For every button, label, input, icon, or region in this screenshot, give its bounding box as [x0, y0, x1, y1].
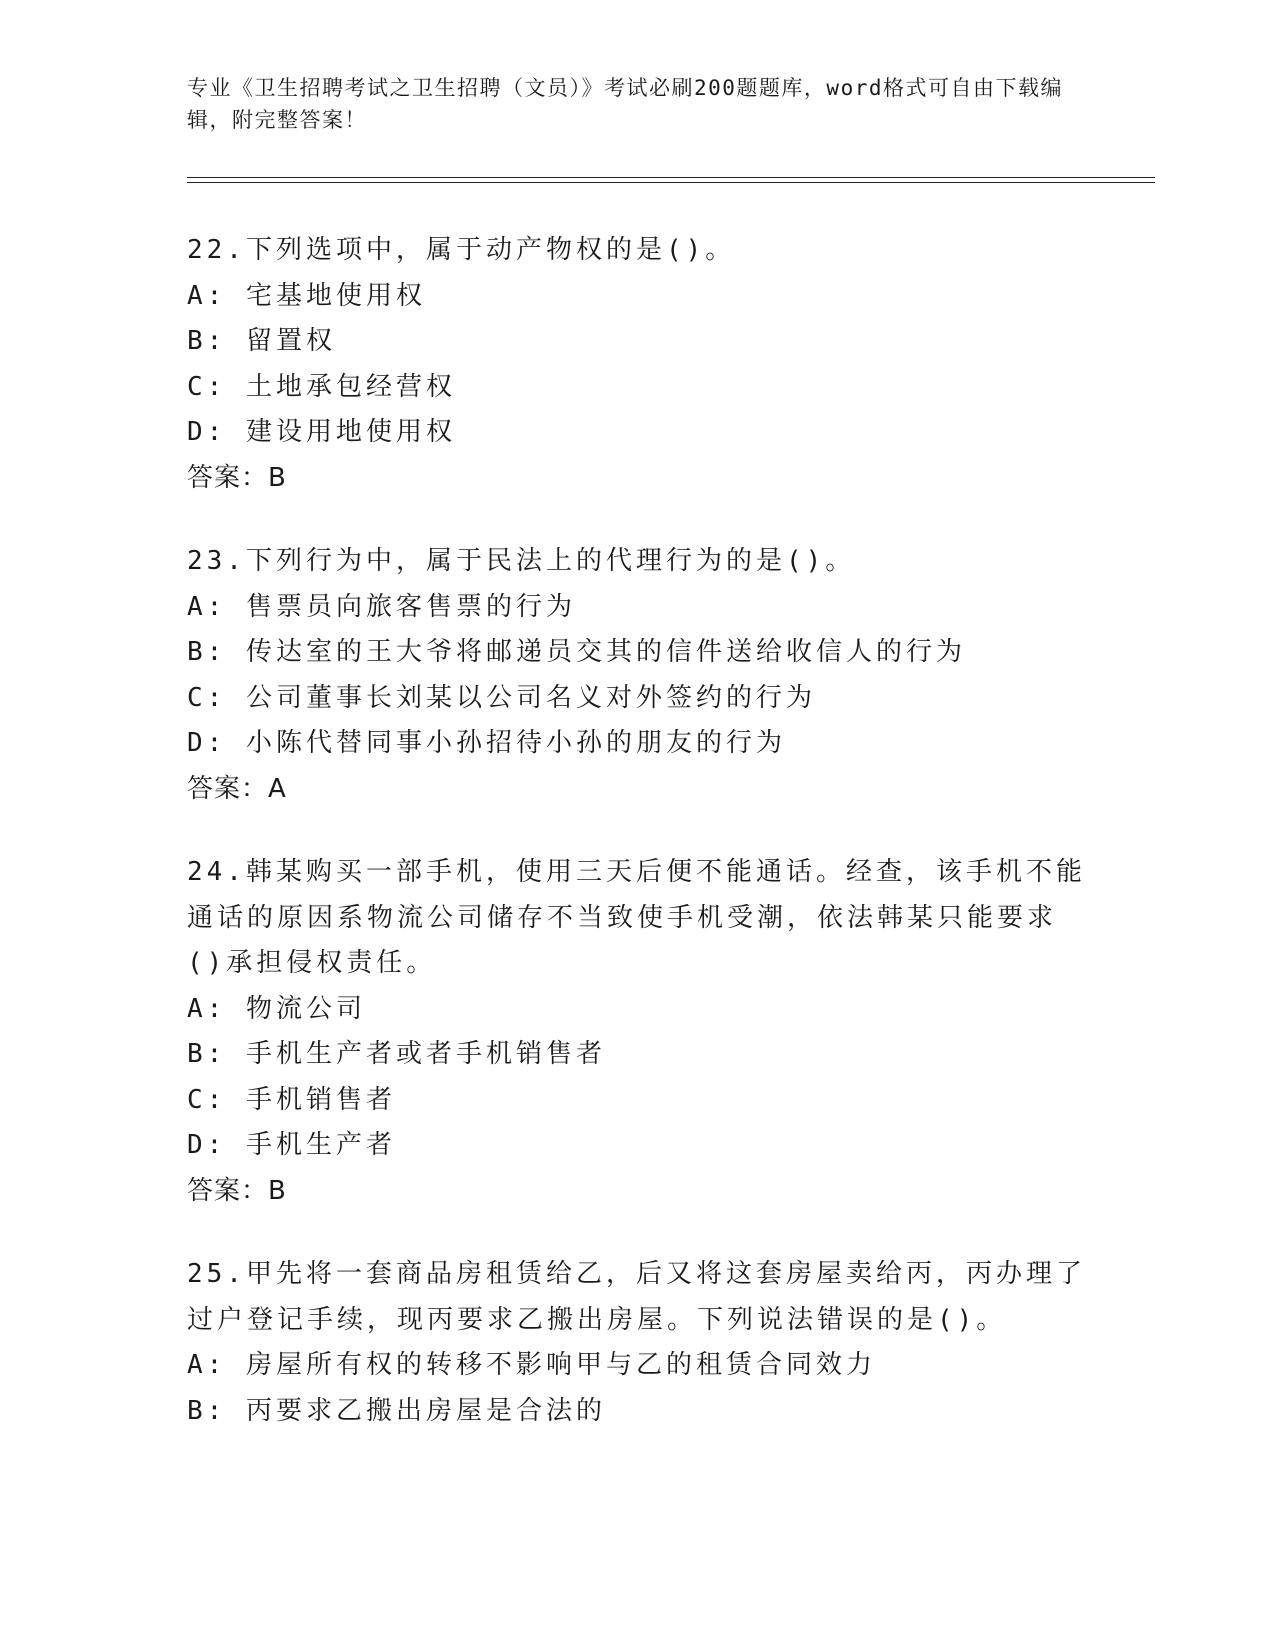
option-b: B: 留置权: [187, 326, 336, 356]
option-b: B: 传达室的王大爷将邮递员交其的信件送给收信人的行为: [187, 637, 966, 667]
answer-line: 答案：B: [187, 462, 287, 493]
question-stem: 22.下列选项中，属于动产物权的是()。: [187, 235, 736, 265]
option-c: C: 公司董事长刘某以公司名义对外签约的行为: [187, 682, 816, 713]
option-c: C: 手机销售者: [187, 1084, 396, 1115]
header-divider-top: [187, 177, 1155, 178]
answer-line: 答案：B: [187, 1175, 287, 1206]
question-stem: 23.下列行为中，属于民法上的代理行为的是()。: [187, 546, 856, 576]
question-23: [187, 539, 1087, 812]
option-a: A: 售票员向旅客售票的行为: [187, 591, 576, 622]
option-b: B: 手机生产者或者手机销售者: [187, 1039, 606, 1069]
option-d: D: 手机生产者: [187, 1130, 396, 1160]
option-a: A: 物流公司: [187, 993, 366, 1024]
question-24: [187, 850, 1087, 1214]
option-d: D: 小陈代替同事小孙招待小孙的朋友的行为: [187, 728, 786, 758]
answer-line: 答案：A: [187, 773, 287, 804]
option-b: B: 丙要求乙搬出房屋是合法的: [187, 1395, 606, 1426]
option-d: D: 建设用地使用权: [187, 417, 456, 447]
question-list: [187, 228, 1087, 1472]
question-stem: 24.韩某购买一部手机，使用三天后便不能通话。经查，该手机不能通话的原因系物流公司储存不当致使手机受潮，依法韩某只能要求()承担侵权责任。: [187, 857, 1086, 978]
document-header-intro: 专业《卫生招聘考试之卫生招聘（文员）》考试必刷200题题库，word格式可自由下载编辑，附完整答案！: [187, 76, 1063, 132]
option-a: A: 房屋所有权的转移不影响甲与乙的租赁合同效力: [187, 1350, 876, 1380]
option-c: C: 土地承包经营权: [187, 371, 456, 402]
option-a: A: 宅基地使用权: [187, 280, 426, 311]
question-22: [187, 228, 1087, 501]
question-25: [187, 1252, 1087, 1434]
header-divider-bottom: [187, 182, 1155, 183]
question-stem: 25.甲先将一套商品房租赁给乙，后又将这套房屋卖给丙，丙办理了过户登记手续，现丙要求乙搬出房屋。下列说法错误的是()。: [187, 1259, 1086, 1335]
